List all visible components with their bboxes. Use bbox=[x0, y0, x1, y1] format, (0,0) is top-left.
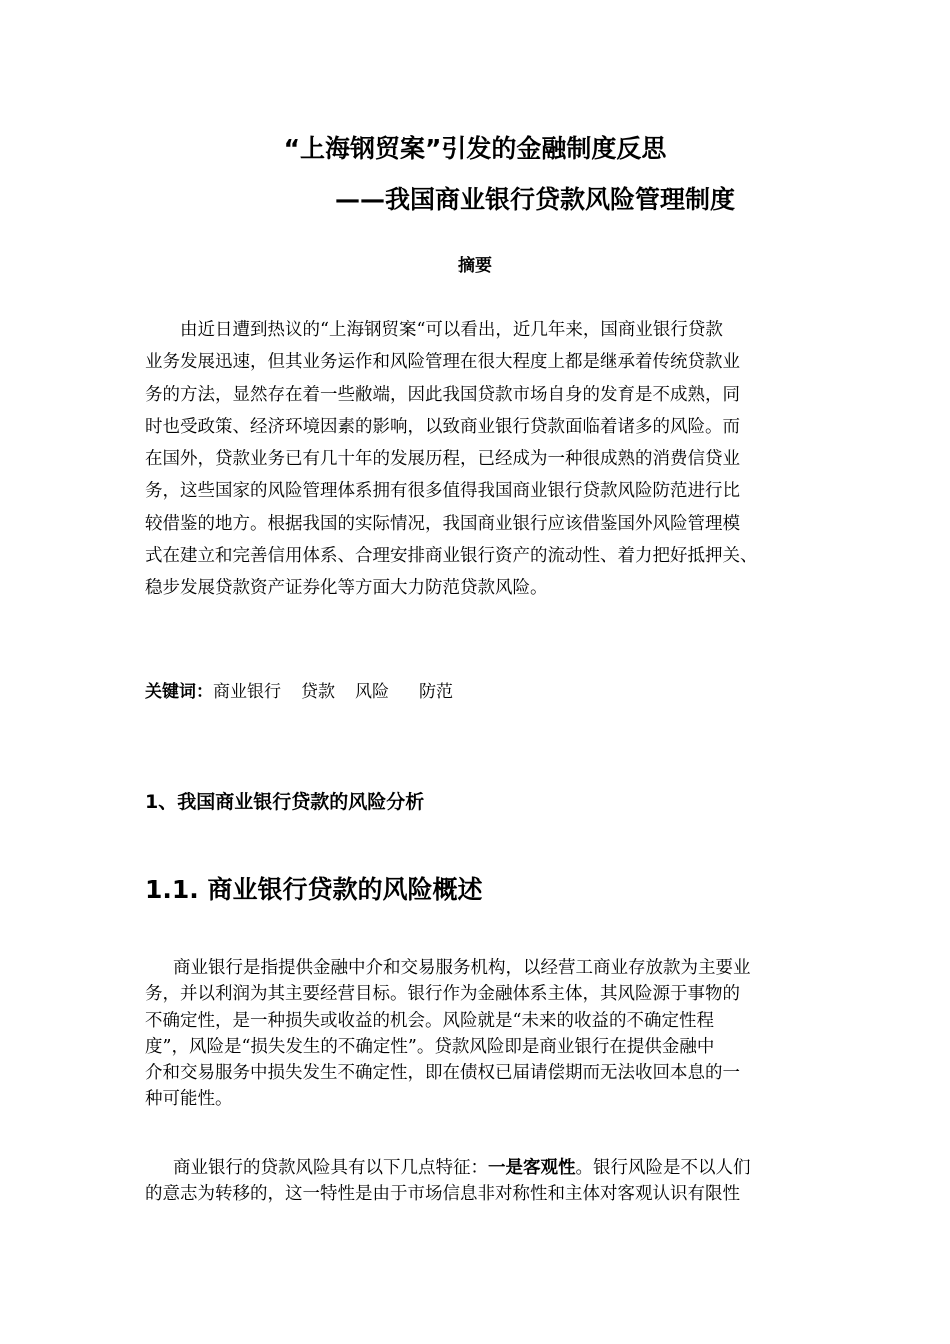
abstract-line: 务，这些国家的风险管理体系拥有很多值得我国商业银行贷款风险防范进行比 bbox=[145, 481, 740, 502]
document-subtitle: ——我国商业银行贷款风险管理制度 bbox=[335, 185, 736, 214]
section-heading-1: 1、我国商业银行贷款的风险分析 bbox=[145, 791, 425, 813]
paragraph-line: 商业银行是指提供金融中介和交易服务机构，以经营工商业存放款为主要业 bbox=[173, 958, 751, 978]
abstract-line: 式在建立和完善信用体系、合理安排商业银行资产的流动性、着力把好抵押关、 bbox=[145, 546, 758, 567]
keywords-label: 关键词： bbox=[145, 682, 213, 702]
keyword-item: 商业银行 bbox=[213, 682, 281, 702]
abstract-line: 业务发展迅速，但其业务运作和风险管理在很大程度上都是继承着传统贷款业 bbox=[145, 352, 740, 373]
paragraph-text: 。银行风险是不以人们 bbox=[575, 1158, 751, 1178]
abstract-line: 稳步发展贷款资产证券化等方面大力防范贷款风险。 bbox=[145, 578, 548, 599]
abstract-line: 时也受政策、经济环境因素的影响，以致商业银行贷款面临着诸多的风险。而 bbox=[145, 416, 740, 437]
paragraph-line: 度”，风险是“损失发生的不确定性”。贷款风险即是商业银行在提供金融中 bbox=[145, 1036, 715, 1057]
paragraph-line: 种可能性。 bbox=[145, 1089, 233, 1110]
keyword-item: 贷款 bbox=[301, 682, 335, 702]
paragraph-line: 的意志为转移的，这一特性是由于市场信息非对称性和主体对客观认识有限性 bbox=[145, 1184, 740, 1205]
abstract-line: 较借鉴的地方。根据我国的实际情况，我国商业银行应该借鉴国外风险管理模 bbox=[145, 513, 740, 534]
section-heading-1-1: 1.1. 商业银行贷款的风险概述 bbox=[145, 875, 483, 904]
emphasis-text: 一是客观性 bbox=[488, 1158, 576, 1178]
paragraph-line: 介和交易服务中损失发生不确定性，即在债权已届请偿期而无法收回本息的一 bbox=[145, 1063, 740, 1084]
abstract-body bbox=[145, 314, 825, 605]
keywords bbox=[145, 680, 453, 704]
paragraph-line bbox=[145, 1155, 825, 1181]
paragraph-risk-overview bbox=[145, 955, 825, 1113]
paragraph-line: 务，并以利润为其主要经营目标。银行作为金融体系主体，其风险源于事物的 bbox=[145, 984, 740, 1005]
abstract-line: 务的方法，显然存在着一些敝端，因此我国贷款市场自身的发育是不成熟，同 bbox=[145, 384, 740, 405]
keyword-item: 风险 bbox=[355, 682, 389, 702]
abstract-line: 由近日遭到热议的“上海钢贸案“可以看出，近几年来，国商业银行贷款 bbox=[180, 320, 723, 340]
paragraph-text: 商业银行的贷款风险具有以下几点特征： bbox=[173, 1158, 488, 1178]
abstract-line: 在国外，贷款业务已有几十年的发展历程，已经成为一种很成熟的消费信贷业 bbox=[145, 449, 740, 470]
keyword-item: 防范 bbox=[419, 682, 453, 702]
paragraph-line: 不确定性，是一种损失或收益的机会。风险就是“未来的收益的不确定性程 bbox=[145, 1010, 714, 1031]
document-title: “上海钢贸案”引发的金融制度反思 bbox=[283, 134, 667, 163]
paragraph-risk-features bbox=[145, 1155, 825, 1208]
abstract-heading: 摘要 bbox=[458, 256, 492, 276]
